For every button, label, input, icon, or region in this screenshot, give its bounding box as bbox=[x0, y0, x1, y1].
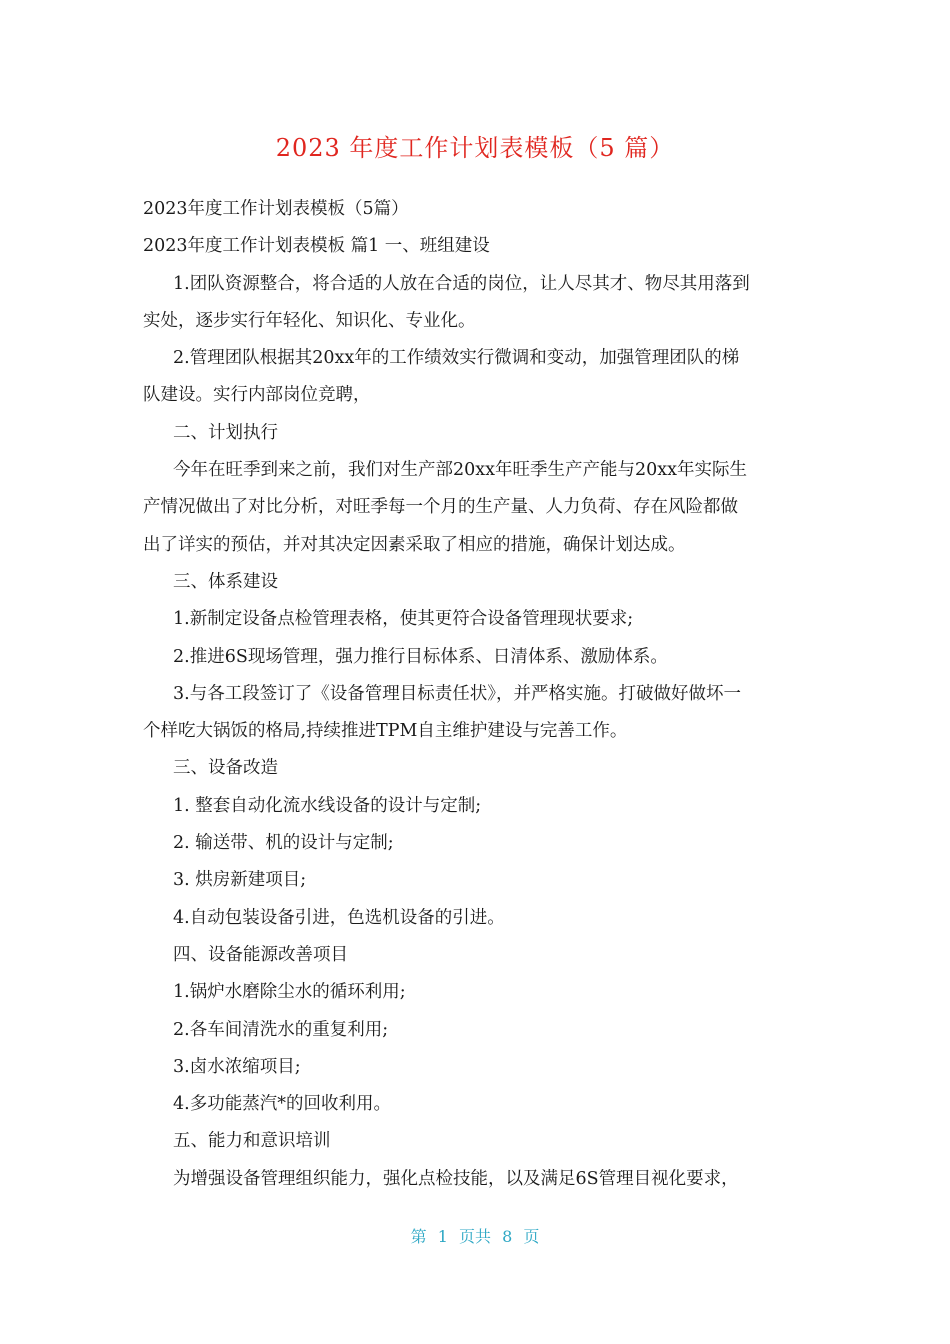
section-heading: 三、体系建设 bbox=[173, 571, 278, 592]
section-heading: 三、设备改造 bbox=[173, 758, 278, 779]
section-heading: 四、设备能源改善项目 bbox=[173, 944, 348, 965]
paragraph-line: 2.管理团队根据其20xx年的工作绩效实行微调和变动，加强管理团队的梯 bbox=[173, 348, 740, 369]
list-item: 1. 整套自动化流水线设备的设计与定制; bbox=[173, 795, 482, 816]
list-item: 3.与各工段签订了《设备管理目标责任状》，并严格实施。打破做好做坏一 bbox=[173, 683, 741, 704]
section-heading: 二、计划执行 bbox=[173, 422, 278, 443]
subtitle-line: 2023年度工作计划表模板（5篇） bbox=[143, 199, 409, 219]
list-item: 2. 输送带、机的设计与定制; bbox=[173, 833, 394, 854]
paragraph-line: 实处，逐步实行年轻化、知识化、专业化。 bbox=[143, 310, 476, 331]
list-item: 1.锅炉水磨除尘水的循环利用; bbox=[173, 982, 406, 1003]
list-item: 4.多功能蒸汽*的回收利用。 bbox=[173, 1094, 391, 1115]
paragraph-line: 出了详实的预估，并对其决定因素采取了相应的措施，确保计划达成。 bbox=[143, 534, 686, 555]
paragraph-line: 今年在旺季到来之前，我们对生产部20xx年旺季生产产能与20xx年实际生 bbox=[173, 460, 748, 481]
paragraph-line: 1.团队资源整合，将合适的人放在合适的岗位，让人尽其才、物尽其用落到 bbox=[173, 273, 750, 294]
paragraph-line: 产情况做出了对比分析，对旺季每一个月的生产量、人力负荷、存在风险都做 bbox=[143, 497, 738, 518]
list-item: 1.新制定设备点检管理表格，使其更符合设备管理现状要求; bbox=[173, 609, 634, 630]
list-item: 2.推进6S现场管理，强力推行目标体系、日清体系、激励体系。 bbox=[173, 646, 668, 667]
list-item: 2.各车间清洗水的重复利用; bbox=[173, 1019, 389, 1040]
paragraph-line: 队建设。实行内部岗位竞聘， bbox=[143, 385, 371, 406]
list-item: 3.卤水浓缩项目; bbox=[173, 1056, 301, 1077]
page-footer: 第 1 页共 8 页 bbox=[410, 1227, 540, 1246]
section-heading: 2023年度工作计划表模板 篇1 一、班组建设 bbox=[143, 236, 490, 257]
document-title: 2023 年度工作计划表模板（5 篇） bbox=[275, 134, 675, 162]
paragraph-line: 个样吃大锅饭的格局,持续推进TPM自主维护建设与完善工作。 bbox=[143, 721, 628, 742]
document-body bbox=[143, 191, 808, 1198]
section-heading: 五、能力和意识培训 bbox=[173, 1131, 331, 1152]
list-item: 4.自动包装设备引进，色选机设备的引进。 bbox=[173, 907, 505, 928]
paragraph-line: 为增强设备管理组织能力，强化点检技能，以及满足6S管理目视化要求， bbox=[173, 1168, 739, 1189]
list-item: 3. 烘房新建项目; bbox=[173, 870, 307, 891]
